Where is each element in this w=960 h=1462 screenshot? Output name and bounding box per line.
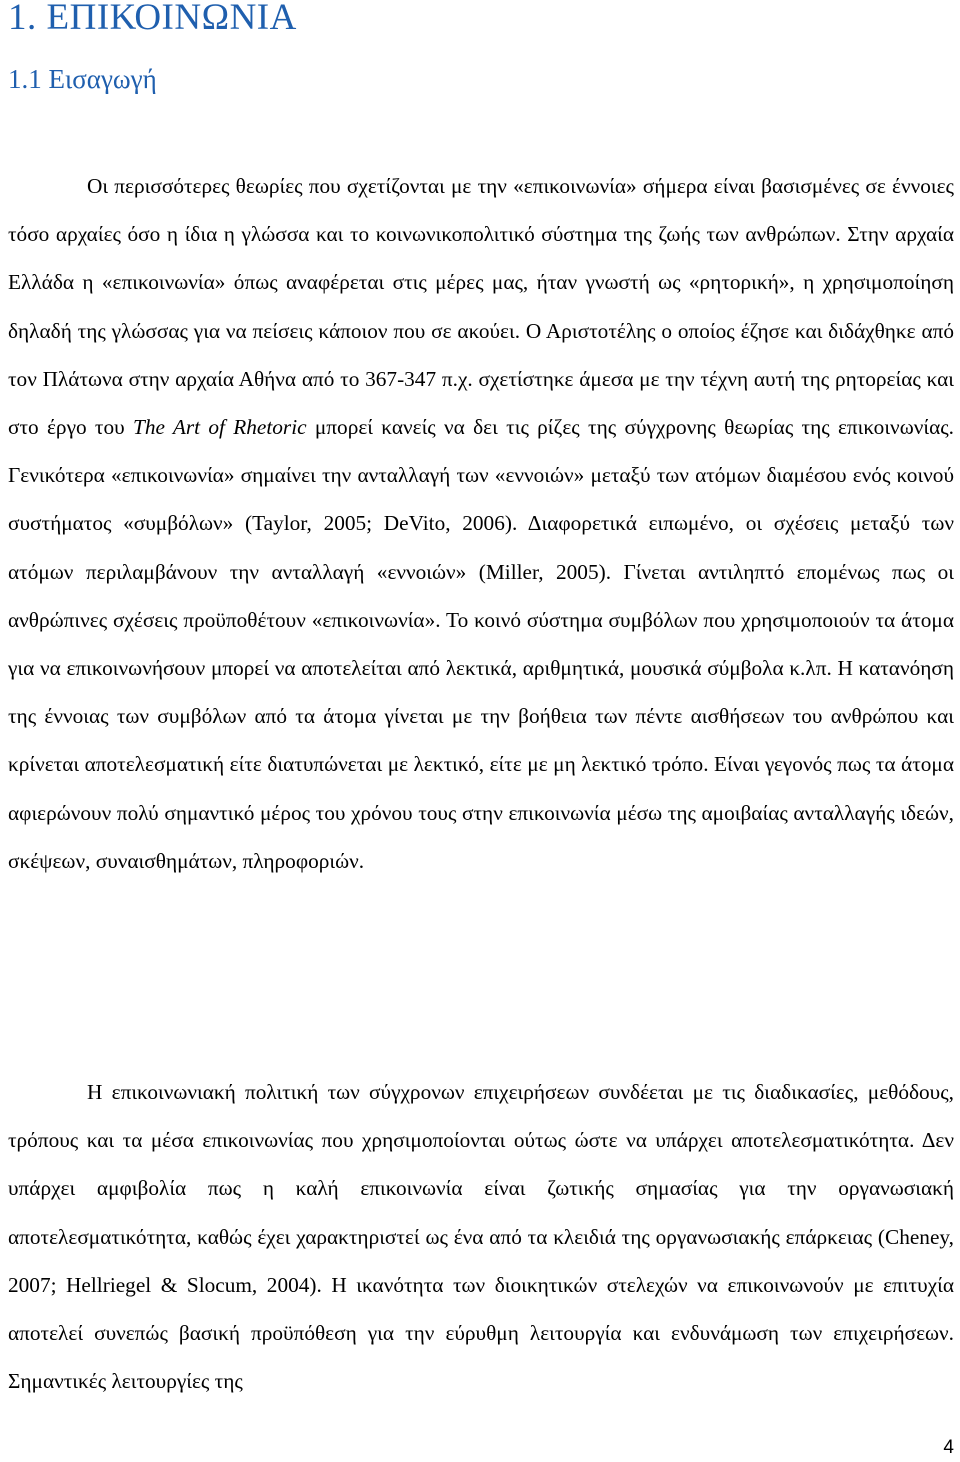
paragraph-policy: Η επικοινωνιακή πολιτική των σύγχρονων επιχειρήσεων συνδέεται με τις διαδικασίες, μεθόδους, τρόπους και τα μέσα επικοινωνίας που χρησιμοποίονται ούτως ώστε να υπάρχει αποτελεσματικότητα. Δεν υπάρχει αμφιβολία πως η καλή επικοινωνία είναι ζωτικής σημασίας για την οργανωσιακή αποτελεσματικότητα, καθώς έχει χαρακτηριστεί ως ένα από τα κλειδιά της οργανωσιακής επάρκειας (Cheney, 2007; Hellriegel & Slocum, 2004). Η ικανότητα των διοικητικών στελεχών να επικοινωνούν με επιτυχία αποτελεί συνεπώς βασική προϋπόθεση για την εύρυθμη λειτουργία και ενδυνάμωση των επιχειρήσεων. Σημαντικές λειτουργίες της xyxy=(8,1080,954,1394)
section-heading: 1.1 Εισαγωγή xyxy=(8,64,157,94)
paragraph-intro-text-1: Οι περισσότερες θεωρίες που σχετίζονται με την «επικοινωνία» σήμερα είναι βασισμένες σε έννοιες τόσο αρχαίες όσο η ίδια η γλώσσα και το κοινωνικοπολιτικό σύστημα της ζωής των ανθρώπων. Στην αρχαία Ελλάδα η «επικοινωνία» όπως αναφέρεται στις μέρες μας, ήταν γνωστή ως «ρητορική», η χρησιμοποίηση δηλαδή της γλώσσας για να πείσεις κάποιον που σε ακούει. Ο Αριστοτέλης ο οποίος έζησε και διδάχθηκε από τον Πλάτωνα στην αρχαία Αθήνα από το 367-347 π.χ. σχετίστηκε άμεσα με την τέχνη αυτή της ρητορείας και στο έργο του xyxy=(8,174,954,440)
page-number: 4 xyxy=(943,1437,954,1458)
paragraph-intro-text-2: μπορεί κανείς να δει τις ρίζες της σύγχρονης θεωρίας της επικοινωνίας. Γενικότερα «επικοινωνία» σημαίνει την ανταλλαγή των «εννοιών» μεταξύ των ατόμων διαμέσου ενός κοινού συστήματος «συμβόλων» (Taylor, 2005; DeVito, 2006). Διαφορετικά ειπωμένο, οι σχέσεις μεταξύ των ατόμων περιλαμβάνουν την ανταλλαγή «εννοιών» (Miller, 2005). Γίνεται αντιληπτό επομένως πως οι ανθρώπινες σχέσεις προϋποθέτουν «επικοινωνία». Το κοινό σύστημα συμβόλων που χρησιμοποιούν τα άτομα για να επικοινωνήσουν μπορεί να αποτελείται από λεκτικά, αριθμητικά, μουσικά σύμβολα κ.λπ. Η κατανόηση της έννοιας των συμβόλων από τα άτομα γίνεται με την βοήθεια των πέντε αισθήσεων του ανθρώπου και κρίνεται αποτελεσματική είτε διατυπώνεται με λεκτικό, είτε με μη λεκτικό τρόπο. Είναι γεγονός πως τα άτομα αφιερώνουν πολύ σημαντικό μέρος του χρόνου τους στην επικοινωνία μέσω της αμοιβαίας ανταλλαγής ιδεών, σκέψεων, συναισθημάτων, πληροφοριών. xyxy=(8,415,954,873)
paragraph-intro xyxy=(8,162,954,885)
chapter-heading: 1. ΕΠΙΚΟΙΝΩΝΙΑ xyxy=(8,0,297,38)
book-title: The Art of Rhetoric xyxy=(132,415,307,440)
